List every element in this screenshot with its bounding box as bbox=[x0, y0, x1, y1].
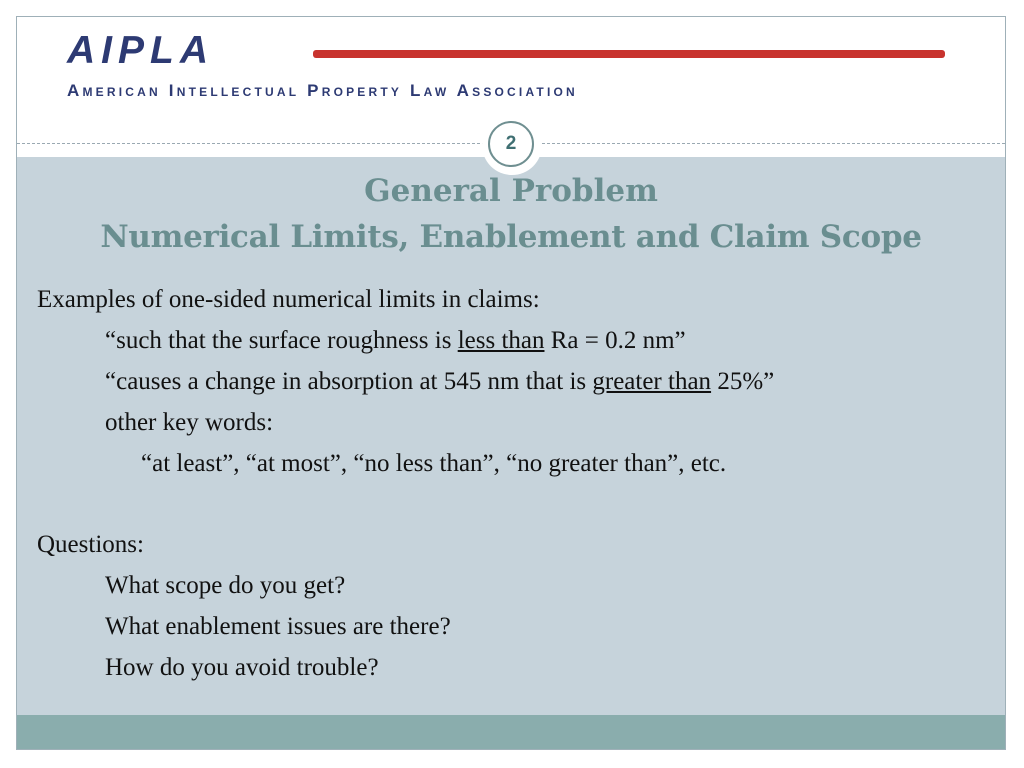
questions-heading: Questions: bbox=[37, 531, 144, 558]
keywords-list: “at least”, “at most”, “no less than”, “no greater than”, etc. bbox=[141, 450, 727, 477]
emphasis-less-than: less than bbox=[457, 327, 545, 354]
question-item: How do you avoid trouble? bbox=[105, 654, 379, 681]
aipla-logo: AIPLA bbox=[67, 29, 214, 72]
slide-title bbox=[17, 169, 1005, 261]
title-line-1: General Problem bbox=[364, 173, 658, 209]
example-2: “causes a change in absorption at 545 nm that is greater than 25%” bbox=[105, 368, 775, 395]
question-item: What scope do you get? bbox=[105, 572, 346, 599]
footer-bar bbox=[17, 715, 1005, 750]
association-name: American Intellectual Property Law Association bbox=[67, 81, 578, 100]
slide-body bbox=[37, 279, 987, 688]
example-1: “such that the surface roughness is less than Ra = 0.2 nm” bbox=[105, 327, 686, 354]
slide bbox=[16, 16, 1006, 750]
question-item: What enablement issues are there? bbox=[105, 613, 451, 640]
keywords-heading: other key words: bbox=[105, 409, 274, 436]
examples-heading: Examples of one-sided numerical limits in claims: bbox=[37, 286, 540, 313]
slide-number-badge: 2 bbox=[488, 121, 534, 167]
emphasis-greater-than: greater than bbox=[592, 368, 712, 395]
title-line-2: Numerical Limits, Enablement and Claim Scope bbox=[100, 219, 922, 255]
logo-red-rule bbox=[313, 50, 945, 58]
